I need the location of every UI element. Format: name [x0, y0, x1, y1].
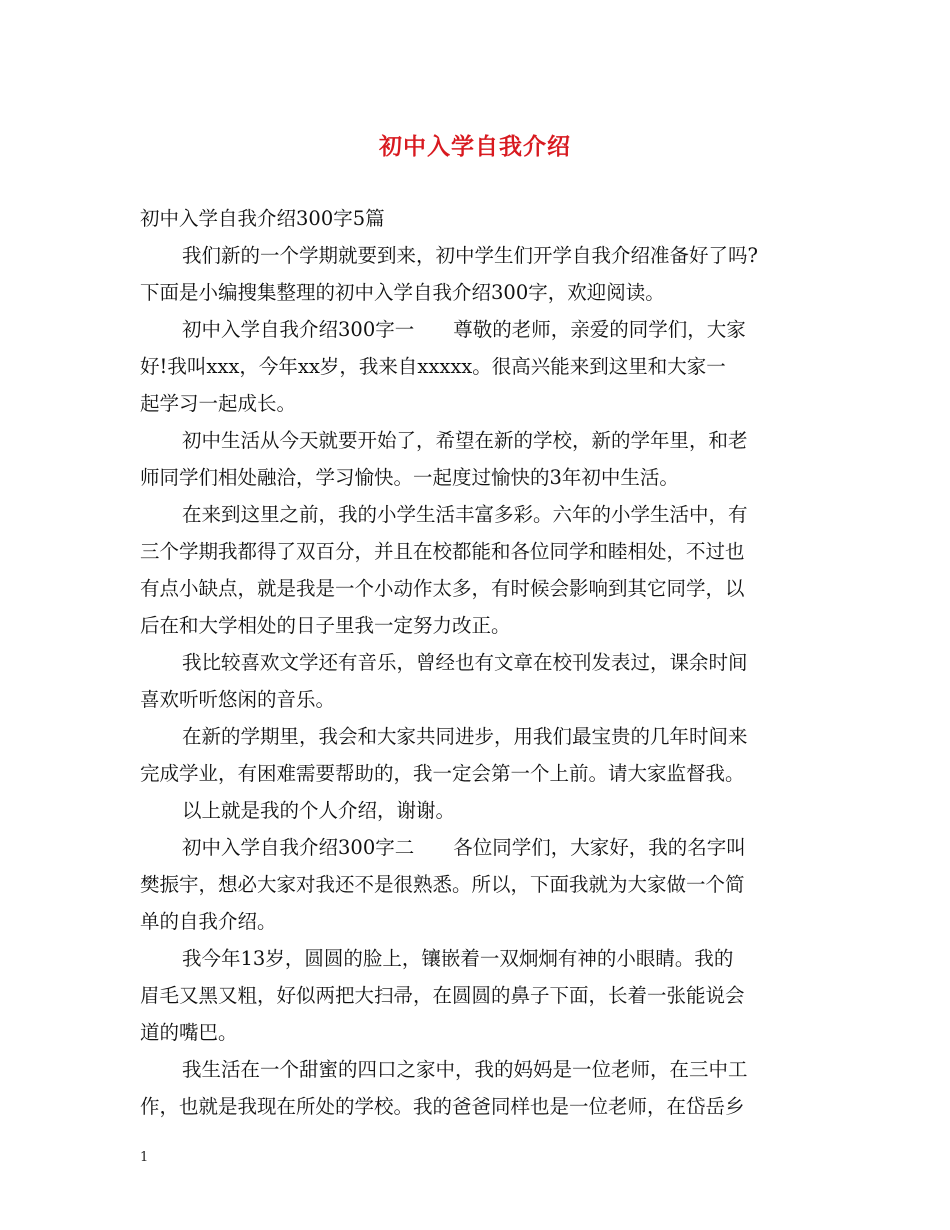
text-line: 好!我叫xxx，今年xx岁，我来自xxxxx。很高兴能来到这里和大家一 — [140, 355, 726, 378]
text-line: 师同学们相处融洽，学习愉快。一起度过愉快的3年初中生活。 — [140, 466, 679, 489]
text-line: 完成学业，有困难需要帮助的，我一定会第一个上前。请大家监督我。 — [140, 762, 745, 785]
text-line: 眉毛又黑又粗，好似两把大扫帚，在圆圆的鼻子下面，长着一张能说会 — [140, 984, 745, 1007]
page-number: 1 — [140, 1150, 149, 1165]
document-title: 初中入学自我介绍 — [379, 133, 571, 160]
text-line: 初中入学自我介绍300字一 尊敬的老师，亲爱的同学们，大家 — [182, 318, 746, 341]
text-line: 初中生活从今天就要开始了，希望在新的学校，新的学年里，和老 — [182, 429, 748, 452]
text-line: 我比较喜欢文学还有音乐，曾经也有文章在校刊发表过，课余时间 — [182, 651, 748, 674]
text-line: 我今年13岁，圆圆的脸上，镶嵌着一双炯炯有神的小眼睛。我的 — [182, 947, 734, 970]
text-line: 在新的学期里，我会和大家共同进步，用我们最宝贵的几年时间来 — [182, 725, 748, 748]
text-line: 喜欢听听悠闲的音乐。 — [140, 688, 336, 711]
text-line: 初中入学自我介绍300字5篇 — [140, 207, 385, 230]
text-line: 三个学期我都得了双百分，并且在校都能和各位同学和睦相处，不过也 — [140, 540, 745, 563]
text-line: 单的自我介绍。 — [140, 910, 277, 933]
text-line: 起学习一起成长。 — [140, 392, 297, 415]
text-line: 樊振宇，想必大家对我还不是很熟悉。所以，下面我就为大家做一个简 — [140, 873, 745, 896]
text-line: 以上就是我的个人介绍，谢谢。 — [182, 799, 456, 822]
text-line: 我们新的一个学期就要到来，初中学生们开学自我介绍准备好了吗? — [182, 244, 758, 267]
text-line: 我生活在一个甜蜜的四口之家中，我的妈妈是一位老师，在三中工 — [182, 1058, 748, 1081]
text-line: 作，也就是我现在所处的学校。我的爸爸同样也是一位老师，在岱岳乡 — [140, 1095, 745, 1118]
document-body — [140, 200, 820, 1125]
text-line: 下面是小编搜集整理的初中入学自我介绍300字，欢迎阅读。 — [140, 281, 665, 304]
text-line: 在来到这里之前，我的小学生活丰富多彩。六年的小学生活中，有 — [182, 503, 748, 526]
text-line: 后在和大学相处的日子里我一定努力改正。 — [140, 614, 511, 637]
text-line: 道的嘴巴。 — [140, 1021, 238, 1044]
text-line: 有点小缺点，就是我是一个小动作太多，有时候会影响到其它同学，以 — [140, 577, 745, 600]
text-line: 初中入学自我介绍300字二 各位同学们，大家好，我的名字叫 — [182, 836, 746, 859]
